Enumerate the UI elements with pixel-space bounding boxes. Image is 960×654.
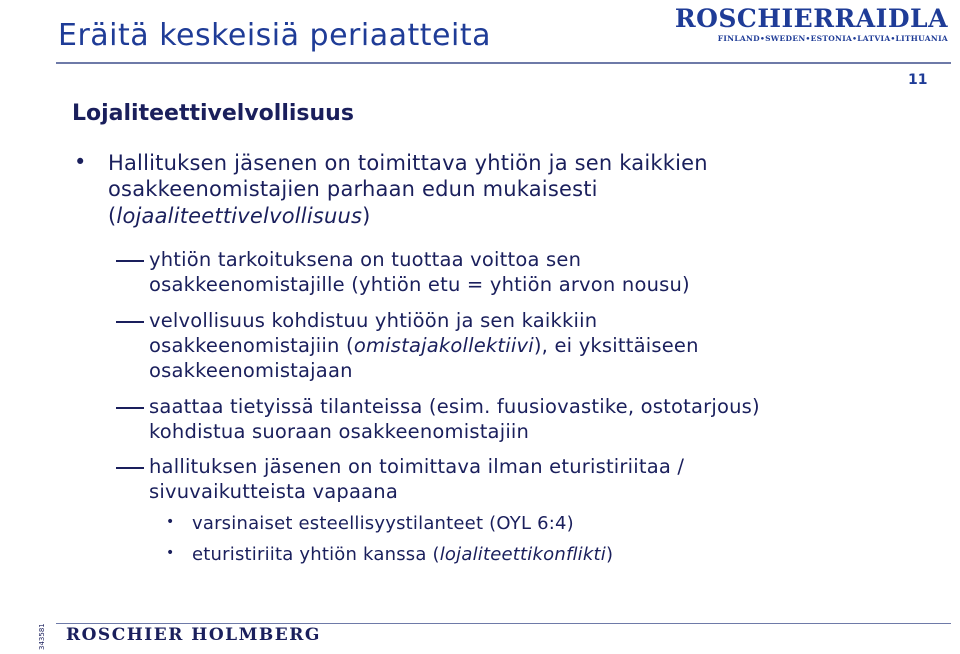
sub-bullet-1: varsinaiset esteellisyystilanteet (OYL 6:4) [192, 513, 574, 534]
sub2-pre: eturistiriita yhtiön kanssa ( [192, 544, 440, 565]
roschier-raidla-logo [675, 4, 948, 43]
paren-open: ( [108, 204, 117, 228]
logo-name: ROSCHIERRAIDLA [674, 4, 948, 33]
italic-term: omistajakollektiivi [353, 334, 534, 357]
dash2-line3: osakkeenomistajaan [149, 359, 353, 382]
dash2-pre: osakkeenomistajiin ( [149, 334, 354, 357]
sub2-post: ) [605, 544, 614, 565]
dash3-line1: saattaa tietyissä tilanteissa (esim. fuusiovastike, ostotarjous) [149, 395, 760, 418]
sub-bullet-2 [192, 544, 613, 565]
paren-close: ) [362, 204, 371, 228]
dash-icon [116, 260, 144, 262]
dash2-line1: velvollisuus kohdistuu yhtiöön ja sen kaikkiin [149, 309, 598, 332]
dash2-line2 [149, 334, 699, 357]
main-bullet-line3 [108, 204, 371, 228]
document-id: 343581 [38, 623, 46, 650]
page-number: 11 [908, 72, 928, 88]
dash-icon [116, 407, 144, 409]
dash4-line2: sivuvaikutteista vapaana [149, 480, 398, 503]
logo-countries: FINLAND•SWEDEN•ESTONIA•LATVIA•LITHUANIA [717, 34, 948, 43]
dash-icon [116, 321, 144, 323]
bullet-icon: • [74, 150, 87, 174]
bottom-divider [56, 623, 951, 624]
main-bullet-line2: osakkeenomistajien parhaan edun mukaisesti [108, 177, 598, 201]
dash4-line1: hallituksen jäsenen on toimittava ilman eturistiriitaa / [149, 455, 685, 478]
slide-title: Eräitä keskeisiä periaatteita [58, 18, 491, 53]
small-bullet-icon: • [166, 545, 175, 561]
italic-term: lojaaliteettivelvollisuus [116, 204, 363, 228]
italic-term: lojaliteettikonflikti [439, 544, 606, 565]
roschier-holmberg-logo: ROSCHIER HOLMBERG [66, 625, 321, 645]
main-bullet-line1: Hallituksen jäsenen on toimittava yhtiön ja sen kaikkien [108, 151, 708, 175]
dash3-line2: kohdistua suoraan osakkeenomistajiin [149, 420, 530, 443]
top-divider [56, 62, 951, 64]
dash1-line1: yhtiön tarkoituksena on tuottaa voittoa sen [149, 248, 582, 271]
section-heading: Lojaliteettivelvollisuus [72, 101, 354, 126]
dash1-line2: osakkeenomistajille (yhtiön etu = yhtiön arvon nousu) [149, 273, 690, 296]
dash2-post: ), ei yksittäiseen [533, 334, 699, 357]
dash-icon [116, 467, 144, 469]
small-bullet-icon: • [166, 514, 175, 530]
